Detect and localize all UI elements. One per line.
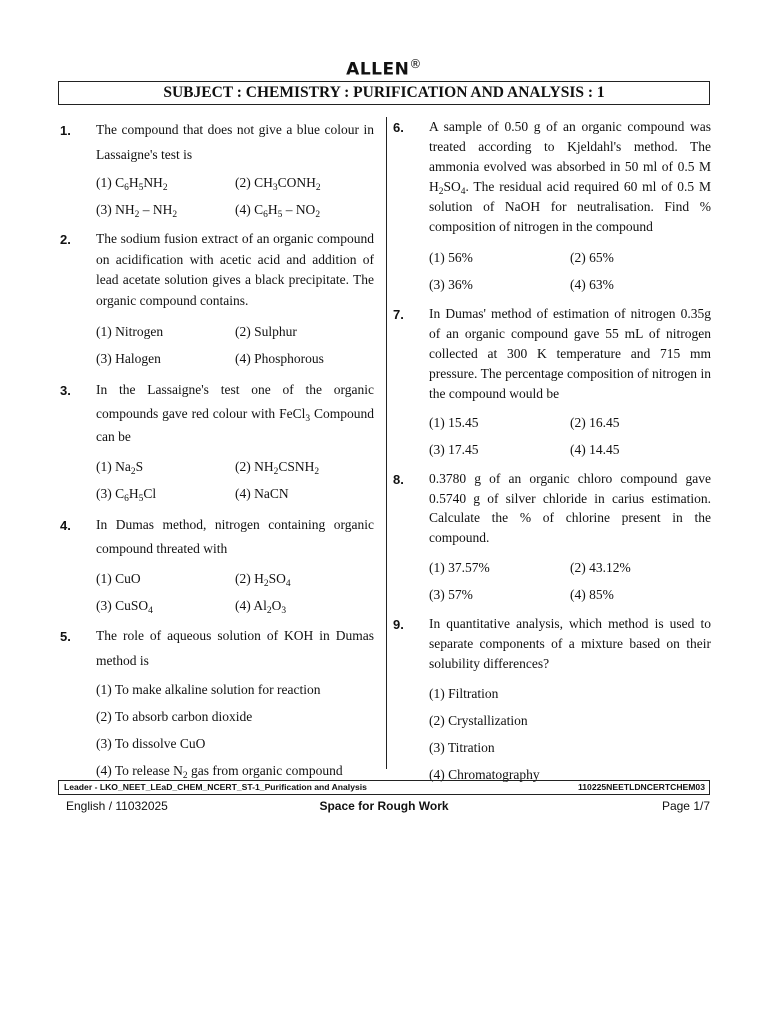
option-3: (3) To dissolve CuO bbox=[96, 735, 206, 751]
option-4: (4) $Al_2O_3$ bbox=[235, 597, 287, 616]
left-column bbox=[58, 117, 374, 784]
footer-code-bar bbox=[58, 780, 710, 795]
question-number: 2. bbox=[60, 232, 71, 247]
brand-logo: ALLEN® bbox=[346, 57, 422, 80]
question-text: A sample of 0.50 g of an organic compound was treated according to Kjeldahl's method. The ammonia evolved was absorbed in 50 ml of 0.5 M $H_2SO_4$. The residual acid required 60 ml of 0.5 M solution of NaOH for neutralisation. Find % composition of nitrogen in the compound bbox=[429, 119, 711, 234]
question-number: 7. bbox=[393, 307, 404, 322]
option-2: (2) 65% bbox=[570, 250, 614, 265]
question-text: In Dumas method, nitrogen containing organic compound threated with bbox=[96, 516, 374, 556]
option-4: (4) Phosphorous bbox=[235, 351, 324, 366]
option-1: (1) $Na_2S$ bbox=[96, 458, 144, 477]
option-4: (4) $C_6H_5 - NO_2$ bbox=[235, 202, 321, 220]
option-4: (4) 63% bbox=[570, 277, 614, 292]
question-8 bbox=[391, 469, 711, 608]
option-1: (1) 15.45 bbox=[429, 415, 479, 430]
question-text: In quantitative analysis, which method is used to separate components of a mixture based on their solubility differences? bbox=[429, 616, 711, 671]
option-2: (2) To absorb carbon dioxide bbox=[96, 708, 253, 724]
option-3: (3) $NH_2 - NH_2$ bbox=[96, 202, 178, 220]
question-number: 1. bbox=[60, 123, 71, 138]
question-number: 4. bbox=[60, 517, 71, 533]
right-column bbox=[391, 117, 711, 788]
option-2: (2) Sulphur bbox=[235, 324, 297, 339]
question-text: The role of aqueous solution of KOH in Dumas method is bbox=[96, 627, 374, 668]
option-1: (1) 56% bbox=[429, 250, 473, 265]
question-text: In the Lassaigne's test one of the organic compounds gave red colour with FeCl$_3$ Compound can be bbox=[96, 382, 374, 444]
page-number: Page 1/7 bbox=[661, 799, 710, 813]
option-2: (2) $NH_2CSNH_2$ bbox=[235, 458, 320, 477]
question-7 bbox=[391, 304, 711, 463]
option-1: (1) 37.57% bbox=[429, 560, 490, 575]
option-1: (1) Nitrogen bbox=[96, 324, 164, 339]
option-3: (3) 17.45 bbox=[429, 442, 479, 457]
option-4: (4) Chromatography bbox=[429, 767, 540, 782]
question-3 bbox=[58, 378, 374, 507]
question-number: 3. bbox=[60, 383, 71, 398]
question-9 bbox=[391, 614, 711, 788]
option-3: (3) Titration bbox=[429, 740, 495, 755]
option-2: (2) $CH_3CONH_2$ bbox=[235, 175, 321, 193]
option-4: (4) NaCN bbox=[235, 485, 289, 501]
option-1: (1) $C_6H_5NH_2$ bbox=[96, 175, 168, 193]
question-text: The sodium fusion extract of an organic compound on acidification with acetic acid and addition of lead acetate solution gives a black precipitate. The organic compound contains. bbox=[96, 231, 374, 308]
test-code-label: Leader - LKO_NEET_LEaD_CHEM_NCERT_ST-1_Purification and Analysis bbox=[64, 782, 367, 792]
rough-work-label: Space for Rough Work bbox=[319, 799, 449, 813]
option-3: (3) 36% bbox=[429, 277, 473, 292]
question-6 bbox=[391, 117, 711, 298]
column-divider bbox=[386, 117, 387, 769]
question-1 bbox=[58, 117, 374, 223]
option-4: (4) To release $N_2$ gas from organic compound bbox=[96, 762, 343, 781]
option-2: (2) 16.45 bbox=[570, 415, 620, 430]
option-1: (1) CuO bbox=[96, 570, 141, 586]
question-4 bbox=[58, 513, 374, 619]
question-text: In Dumas' method of estimation of nitrogen 0.35g of an organic compound gave 55 mL of nitrogen collected at 300 K temperature and 715 mm pressure. The percentage composition of nitrogen in the compound would be bbox=[429, 306, 711, 401]
option-2: (2) $H_2SO_4$ bbox=[235, 570, 291, 589]
option-4: (4) 14.45 bbox=[570, 442, 620, 457]
option-3: (3) Halogen bbox=[96, 351, 161, 366]
question-number: 8. bbox=[393, 472, 404, 487]
option-1: (1) To make alkaline solution for reaction bbox=[96, 681, 321, 697]
option-3: (3) $C_6H_5Cl$ bbox=[96, 485, 157, 504]
option-4: (4) 85% bbox=[570, 587, 614, 602]
question-number: 5. bbox=[60, 628, 71, 644]
subject-title: SUBJECT : CHEMISTRY : PURIFICATION AND ANALYSIS : 1 bbox=[58, 81, 710, 105]
option-2: (2) Crystallization bbox=[429, 713, 528, 728]
option-2: (2) 43.12% bbox=[570, 560, 631, 575]
option-3: (3) CuSO$_4$ bbox=[96, 597, 153, 616]
question-text: 0.3780 g of an organic chloro compound gave 0.5740 g of silver chloride in carius estimation. Calculate the % of chlorine present in the compound. bbox=[429, 471, 711, 545]
question-number: 6. bbox=[393, 120, 404, 135]
question-number: 9. bbox=[393, 617, 404, 632]
question-2 bbox=[58, 229, 374, 372]
language-date: English / 11032025 bbox=[66, 799, 168, 813]
option-3: (3) 57% bbox=[429, 587, 473, 602]
option-1: (1) Filtration bbox=[429, 686, 499, 701]
question-text: The compound that does not give a blue colour in Lassaigne's test is bbox=[96, 122, 374, 162]
paper-code: 110225NEETLDNCERTCHEM03 bbox=[577, 782, 705, 792]
question-5 bbox=[58, 623, 374, 784]
